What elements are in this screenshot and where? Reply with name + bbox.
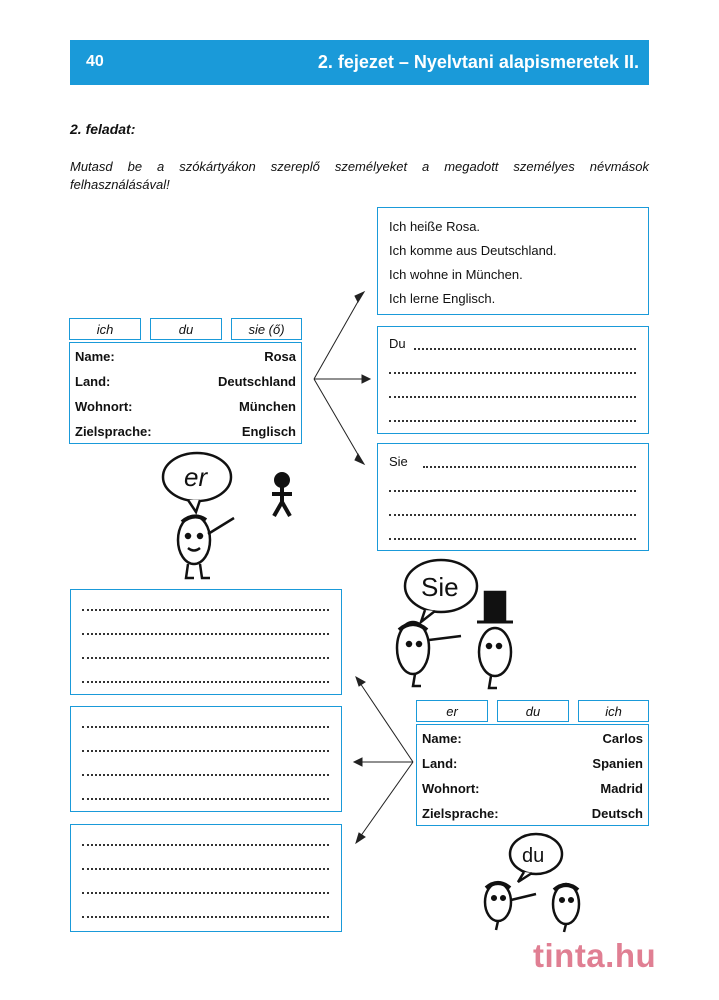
cartoon-egg-character [485, 883, 511, 921]
dotted-line[interactable] [82, 844, 329, 846]
answer-box-lower-2[interactable] [70, 706, 342, 812]
dotted-line[interactable] [82, 916, 329, 918]
tab-du: du [150, 318, 222, 340]
watermark-logo: tinta.hu [533, 937, 657, 974]
speech-bubble-tail [518, 872, 532, 882]
sie-answer-box[interactable] [377, 443, 649, 551]
arrow [360, 683, 413, 762]
zielsprache-label: Zielsprache: [422, 806, 499, 821]
answer-box-lower-3[interactable] [70, 824, 342, 932]
arrow [314, 298, 360, 379]
arrow [360, 762, 413, 837]
chapter-title: 2. fejezet – Nyelvtani alapismeretek II. [317, 52, 639, 72]
speech-bubble-tail [421, 610, 435, 622]
dotted-line[interactable] [82, 657, 329, 659]
du-answer-box[interactable] [377, 326, 649, 434]
land-value: Deutschland [217, 374, 296, 389]
page-header [70, 40, 649, 85]
arrow-head [356, 833, 365, 843]
dotted-line[interactable] [389, 514, 636, 516]
wohnort-value: Madrid [600, 781, 643, 796]
wohnort-value: München [238, 399, 296, 414]
card-body [416, 724, 649, 826]
task-instructions: Mutasd be a szókártyákon szereplő személyeket a megadott személyes névmások felhasználásával! [70, 159, 649, 192]
cartoon-egg-character [479, 628, 511, 676]
person-icon [272, 474, 292, 516]
dotted-line[interactable] [82, 726, 329, 728]
page-number: 40 [86, 53, 104, 70]
example-line: Ich wohne in München. [389, 267, 523, 282]
arrow-head [362, 375, 370, 383]
land-label: Land: [422, 756, 458, 771]
name-value: Carlos [602, 731, 643, 746]
zielsprache-value: Deutsch [591, 806, 643, 821]
tab-du: du [497, 700, 569, 722]
dotted-line[interactable] [82, 750, 329, 752]
example-line: Ich komme aus Deutschland. [389, 243, 557, 258]
sie-lead: Sie [389, 454, 408, 469]
er-illustration [160, 448, 310, 583]
example-answer-box [377, 207, 649, 315]
tab-sie: sie (ő) [231, 318, 302, 340]
example-line: Ich lerne Englisch. [389, 291, 496, 306]
dotted-line[interactable] [423, 466, 636, 468]
wohnort-label: Wohnort: [422, 781, 480, 796]
task-title: 2. feladat: [70, 121, 136, 137]
profile-card-carlos [416, 700, 649, 826]
tab-ich: ich [69, 318, 141, 340]
land-value: Spanien [592, 756, 643, 771]
zielsprache-label: Zielsprache: [75, 424, 152, 439]
dotted-line[interactable] [82, 609, 329, 611]
cartoon-egg-character [178, 516, 210, 564]
dotted-line[interactable] [82, 774, 329, 776]
dotted-line[interactable] [389, 490, 636, 492]
zielsprache-value: Englisch [241, 424, 296, 439]
arrow-head [355, 454, 364, 464]
dotted-line[interactable] [82, 633, 329, 635]
arrow-head [355, 292, 364, 302]
card-body [69, 342, 302, 444]
arrow-head [354, 758, 362, 766]
tab-ich: ich [578, 700, 649, 722]
dotted-line[interactable] [414, 348, 636, 350]
dotted-line[interactable] [389, 396, 636, 398]
tab-er: er [416, 700, 488, 722]
dotted-line[interactable] [82, 681, 329, 683]
du-bubble-text: du [522, 845, 545, 867]
sie-bubble-text: Sie [421, 572, 459, 602]
sie-illustration [385, 556, 525, 691]
name-value: Rosa [264, 349, 296, 364]
du-illustration [478, 830, 588, 935]
dotted-line[interactable] [389, 538, 636, 540]
er-bubble-text: er [184, 462, 208, 492]
land-label: Land: [75, 374, 111, 389]
dotted-line[interactable] [389, 420, 636, 422]
name-label: Name: [75, 349, 115, 364]
arrow-head [356, 677, 365, 686]
arrows-lower [340, 665, 420, 850]
du-lead: Du [389, 336, 410, 351]
wohnort-label: Wohnort: [75, 399, 133, 414]
speech-bubble-tail [188, 500, 200, 512]
dotted-line[interactable] [82, 868, 329, 870]
name-label: Name: [422, 731, 462, 746]
dotted-line[interactable] [82, 798, 329, 800]
dotted-line[interactable] [82, 892, 329, 894]
answer-box-lower-1[interactable] [70, 589, 342, 695]
dotted-line[interactable] [389, 372, 636, 374]
example-line: Ich heiße Rosa. [389, 219, 481, 234]
arrow [314, 379, 360, 458]
profile-card-rosa [69, 318, 302, 444]
arrows-upper [300, 280, 380, 480]
